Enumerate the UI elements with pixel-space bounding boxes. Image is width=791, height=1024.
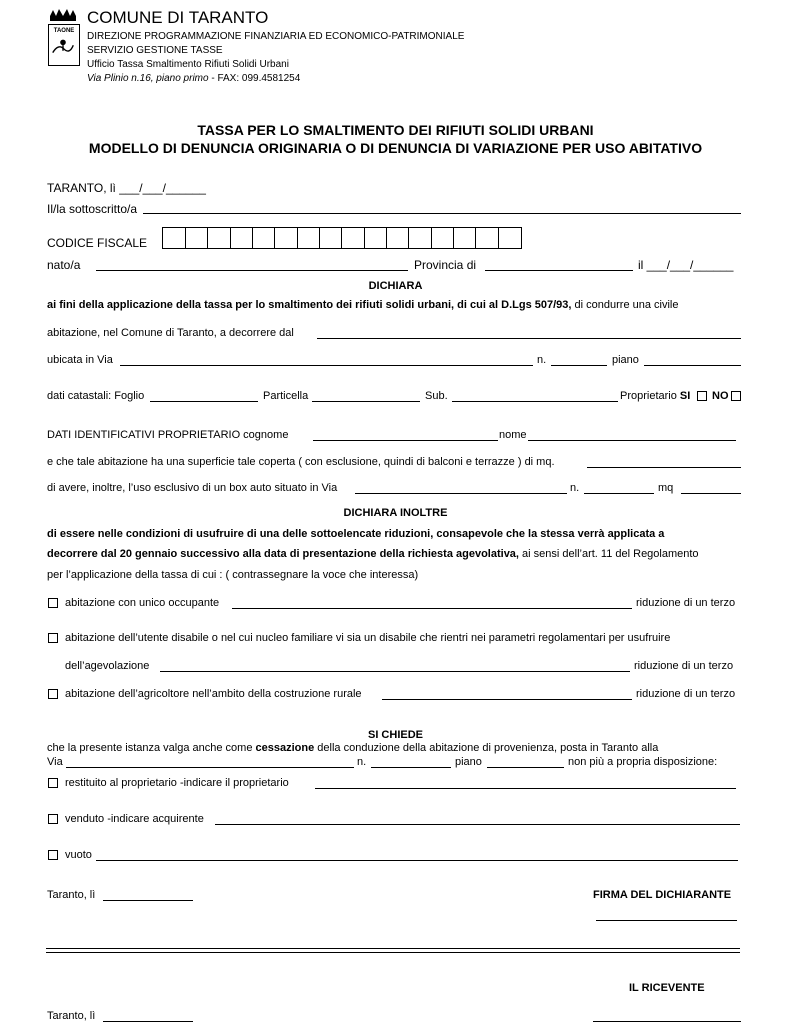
prev-floor-label: piano	[455, 756, 482, 768]
owner-name-label: nome	[499, 429, 527, 441]
owner-label	[620, 390, 690, 402]
number-input[interactable]	[551, 365, 607, 366]
owner-name-input[interactable]	[528, 440, 736, 441]
divider-top	[46, 948, 740, 949]
undersigned-label	[47, 202, 137, 216]
born-label: nato/a	[47, 258, 81, 272]
single-occupant-line	[232, 608, 632, 609]
reduction-intro-1: di essere nelle condizioni di usufruire di una delle sottoelencate riduzioni, consapevole che la stessa verrà applicata a	[47, 528, 665, 540]
reduction-intro-3: per l’applicazione della tassa di cui : ( contrassegnare la voce che interessa)	[47, 569, 419, 581]
returned-checkbox[interactable]	[48, 778, 58, 788]
signature-label: FIRMA DEL DICHIARANTE	[593, 889, 732, 901]
disabled-label: abitazione dell’utente disabile o nel cui nucleo familiare vi sia un disabile che rientri nei parametri regolamentari per usufruire	[65, 632, 671, 644]
tax-code-boxes[interactable]	[162, 227, 522, 249]
returned-label: restituito al proprietario -indicare il proprietario	[65, 777, 289, 789]
sheet-label: dati catastali: Foglio	[47, 390, 145, 402]
crest-text: TAONE	[53, 28, 75, 34]
reduction-rest: ai sensi dell’art. 11 del Regolamento	[518, 548, 699, 560]
title-line-2: MODELLO DI DENUNCIA ORIGINARIA O DI DENUNCIA DI VARIAZIONE PER USO ABITATIVO	[88, 140, 703, 156]
undersigned-text: Il/la sottoscritto/a	[47, 202, 138, 216]
office-name: Ufficio Tassa Smaltimento Rifiuti Solidi Urbani	[87, 59, 289, 70]
cessation-c: della conduzione della abitazione di provenienza, posta in Taranto alla	[314, 742, 659, 754]
empty-checkbox[interactable]	[48, 850, 58, 860]
garage-label: di avere, inoltre, l’uso esclusivo di un box auto situato in Via	[47, 482, 338, 494]
garage-number-input[interactable]	[584, 493, 654, 494]
footer-date-input[interactable]	[103, 900, 193, 901]
surface-label: e che tale abitazione ha una superficie tale coperta ( con esclusione, quindi di balconi e terrazze ) di mq.	[47, 456, 555, 468]
dichiara-intro	[47, 299, 679, 311]
footer-place-label: Taranto, lì	[47, 889, 96, 901]
cessation-a: che la presente istanza valga anche come	[47, 742, 256, 754]
owner-text: Proprietario	[620, 390, 677, 402]
street-label: ubicata in Via	[47, 354, 113, 366]
owner-no-checkbox[interactable]	[731, 391, 741, 401]
title-line-1: TASSA PER LO SMALTIMENTO DEI RIFIUTI SOLIDI URBANI	[197, 122, 594, 138]
province-label: Provincia di	[414, 258, 477, 272]
street-input[interactable]	[120, 365, 533, 366]
farmer-reduction: riduzione di un terzo	[636, 688, 736, 700]
surface-input[interactable]	[587, 467, 741, 468]
office-address	[87, 73, 300, 84]
si-chiede-heading: SI CHIEDE	[367, 729, 423, 741]
buyer-input[interactable]	[215, 824, 740, 825]
receiver-date-input[interactable]	[103, 1021, 193, 1022]
prev-street-input[interactable]	[66, 767, 354, 768]
undersigned-input[interactable]	[143, 213, 741, 214]
owner-surname-label: DATI IDENTIFICATIVI PROPRIETARIO cognome	[47, 429, 289, 441]
disposal-label: non più a propria disposizione:	[568, 756, 718, 768]
parcel-label: Particella	[263, 390, 309, 402]
parcel-input[interactable]	[312, 401, 420, 402]
disabled-reduction: riduzione di un terzo	[634, 660, 734, 672]
garage-mq-label: mq	[658, 482, 674, 494]
coat-of-arms	[48, 24, 80, 66]
single-occupant-checkbox[interactable]	[48, 598, 58, 608]
dichiara-inoltre-heading: DICHIARA INOLTRE	[343, 507, 448, 519]
municipality-name: COMUNE DI TARANTO	[87, 8, 269, 27]
cessation-text	[47, 742, 743, 754]
receiver-place-label: Taranto, lì	[47, 1010, 96, 1022]
crown-icon	[48, 8, 78, 22]
cessation-bold: cessazione	[255, 742, 315, 754]
dolphin-rider-icon	[49, 34, 77, 62]
floor-input[interactable]	[644, 365, 741, 366]
start-date-input[interactable]	[317, 338, 741, 339]
farmer-checkbox[interactable]	[48, 689, 58, 699]
disabled-label-2: dell’agevolazione	[65, 660, 150, 672]
receiver-label: IL RICEVENTE	[629, 982, 705, 994]
disabled-line	[160, 671, 630, 672]
reduction-intro-2	[47, 548, 699, 560]
returned-owner-input[interactable]	[315, 788, 736, 789]
department-2: SERVIZIO GESTIONE TASSE	[87, 45, 223, 56]
sub-input[interactable]	[452, 401, 618, 402]
number-label: n.	[537, 354, 547, 366]
empty-line[interactable]	[96, 860, 738, 861]
empty-label: vuoto	[65, 849, 92, 861]
sheet-input[interactable]	[150, 401, 258, 402]
garage-mq-input[interactable]	[681, 493, 741, 494]
prev-floor-input[interactable]	[487, 767, 564, 768]
address-text: Via Plinio n.16, piano primo	[87, 73, 209, 84]
disabled-checkbox[interactable]	[48, 633, 58, 643]
born-input[interactable]	[96, 270, 408, 271]
prev-street-label: Via	[47, 756, 63, 768]
intro-bold: ai fini della applicazione della tassa per lo smaltimento dei rifiuti solidi urbani, di cui al D.Lgs 507/93,	[47, 299, 572, 311]
owner-yes-checkbox[interactable]	[697, 391, 707, 401]
tax-code-label: CODICE FISCALE	[47, 236, 148, 250]
department-1: DIREZIONE PROGRAMMAZIONE FINANZIARIA ED ECONOMICO-PATRIMONIALE	[87, 31, 465, 42]
dwelling-label: abitazione, nel Comune di Taranto, a decorrere dal	[47, 327, 294, 339]
place-date-field[interactable]: TARANTO, lì ___/___/______	[47, 181, 206, 195]
floor-label: piano	[612, 354, 639, 366]
signature-line[interactable]	[596, 920, 737, 921]
reduction-bold: decorrere dal 20 gennaio successivo alla data di presentazione della richiesta agevolativa,	[47, 548, 519, 560]
province-input[interactable]	[485, 270, 633, 271]
single-occupant-label: abitazione con unico occupante	[65, 597, 220, 609]
garage-number-label: n.	[570, 482, 580, 494]
divider-bottom	[46, 952, 740, 953]
dichiara-heading: DICHIARA	[368, 280, 423, 292]
sold-checkbox[interactable]	[48, 814, 58, 824]
yes-text: SI	[679, 390, 691, 402]
birth-date-field[interactable]: il ___/___/______	[638, 258, 734, 272]
farmer-line	[382, 699, 632, 700]
receiver-signature-line[interactable]	[593, 1021, 741, 1022]
single-occupant-reduction: riduzione di un terzo	[636, 597, 736, 609]
owner-surname-input[interactable]	[313, 440, 498, 441]
intro-rest: di condurre una civile	[571, 299, 679, 311]
farmer-label: abitazione dell’agricoltore nell’ambito della costruzione rurale	[65, 688, 362, 700]
prev-number-input[interactable]	[371, 767, 451, 768]
garage-street-input[interactable]	[355, 493, 567, 494]
prev-number-label: n.	[357, 756, 367, 768]
sub-label: Sub.	[425, 390, 448, 402]
fax-text: - FAX: 099.4581254	[208, 73, 301, 84]
sold-label: venduto -indicare acquirente	[65, 813, 204, 825]
no-text: NO	[712, 390, 729, 402]
